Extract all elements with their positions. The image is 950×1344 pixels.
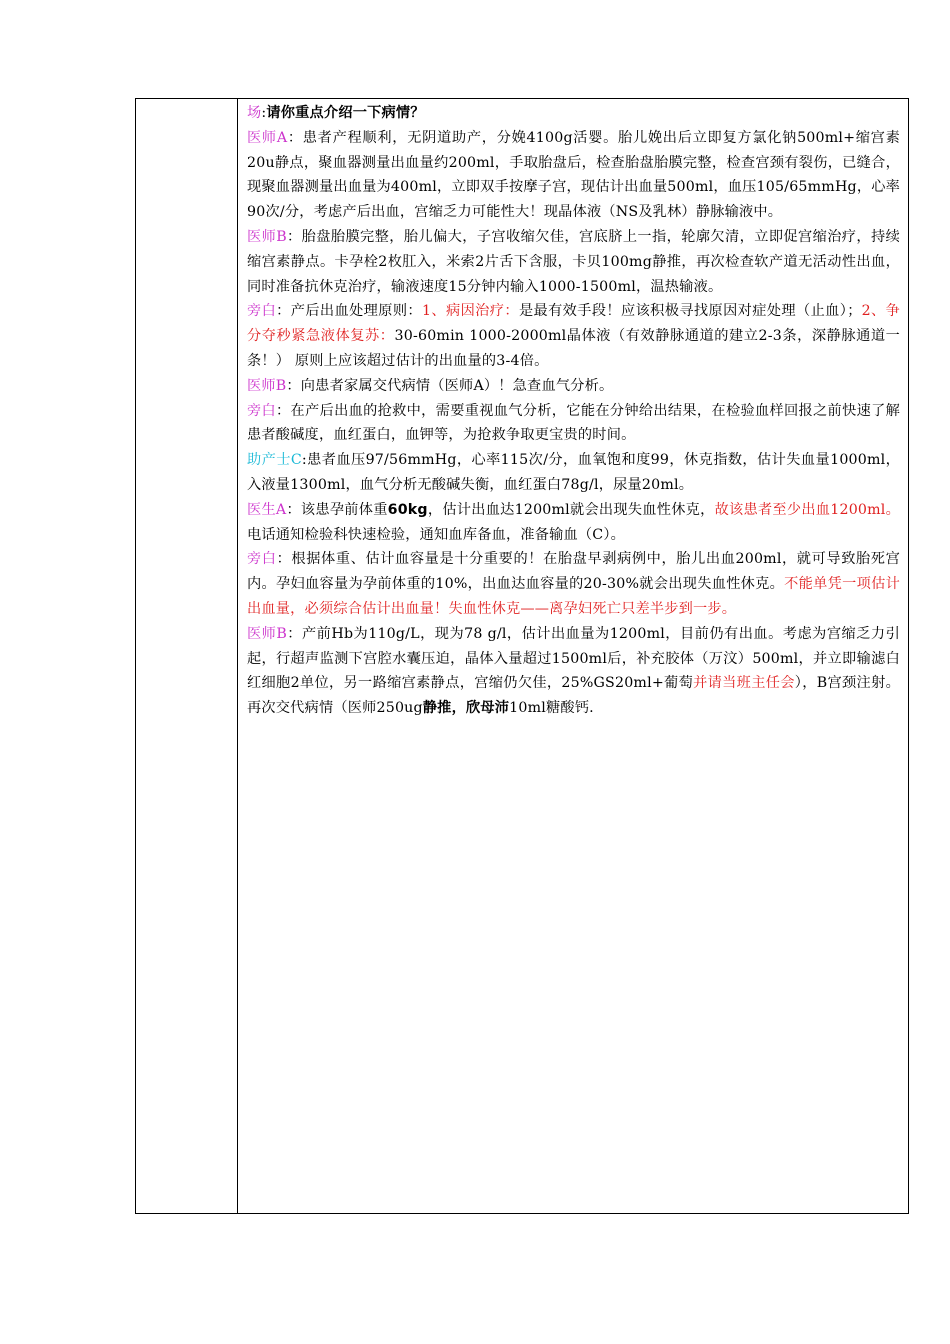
highlight-text: 并请当班主任会	[693, 675, 795, 692]
speaker-label: 医师A	[247, 129, 288, 146]
paragraph-narration-blood-gas: 旁白：在产后出血的抢救中，需要重视血气分析，它能在分钟给出结果，在检验血样回报之前快速了解患者酸碱度，血红蛋白，血钾等，为抢救争取更宝贵的时间。	[247, 402, 900, 444]
paragraph-text: 患者血压97/56mmHg，心率115次/分，血氧饱和度99，休克指数，估计失血量1000ml，入液量1300ml，血气分析无酸碱失衡，血红蛋白78g/l，尿量20ml。	[247, 452, 901, 493]
highlight-text: 故该患者至少出血1200ml。	[714, 501, 900, 518]
paragraph-narration-volume: 旁白：根据体重、估计血容量是十分重要的！在胎盘早剥病例中，胎儿出血200ml，就可导致胎死宫内。孕妇血容量为孕前体重的10%，出血达血容量的20-30%就会出现失血性休克。不能单凭一项估计出血量，必须综合估计出血量！失血性休克——离孕妇死亡只差半步到一步。	[247, 551, 901, 617]
highlight-text: 1、病因治疗：	[422, 303, 519, 320]
speaker-label: 旁白	[247, 551, 277, 568]
bold-text: 静推，欣母沛	[422, 700, 510, 717]
paragraph-text: 在产后出血的抢救中，需要重视血气分析，它能在分钟给出结果，在检验血样回报之前快速了解患者酸碱度，血红蛋白，血钾等，为抢救争取更宝贵的时间。	[247, 402, 900, 444]
paragraph-midwife-c: 助产士C:患者血压97/56mmHg，心率115次/分，血氧饱和度99，休克指数，估计失血量1000ml，入液量1300ml，血气分析无酸碱失衡，血红蛋白78g/l，尿量20ml。	[247, 452, 901, 493]
speaker-label: 旁白	[247, 303, 277, 320]
paragraph-doctor-b-treatment: 医师B：产前Hb为110g/L，现为78 g/l，估计出血量为1200ml，目前仍有出血。考虑为宫缩乏力引起，行超声监测下宫腔水囊压迫，晶体入量超过1500ml后，补充胶体（万汶）500ml，并立即输滤白红细胞2单位，另一路缩宫素静点，宫缩仍欠佳，25%GS20ml+葡萄并请当班主任会），B宫颈注射。再次交代病情（医师250ug静推，欣母沛10ml糖酸钙.	[247, 625, 900, 717]
highlight-text: 2、争分夺秒紧急液体复苏：	[247, 303, 900, 345]
speaker-label: 助产士C	[247, 452, 302, 469]
paragraph-text: 胎盘胎膜完整，胎儿偏大，子宫收缩欠佳，宫底脐上一指，轮廓欠清，立即促宫缩治疗，持续缩宫素静点。卡孕栓2枚肛入，米索2片舌下含服，卡贝100mg静推，再次检查软产道无活动性出血，同时准备抗休克治疗，输液速度15分钟内输入1000-1500ml，温热输液。	[247, 228, 900, 295]
paragraph-narration-principles: 旁白：产后出血处理原则：1、病因治疗：是最有效手段！应该积极寻找原因对症处理（止血）；2、争分夺秒紧急液体复苏：30-60min 1000-2000ml晶体液（有效静脉通道的建立2-3条，深静脉通道一条！） 原则上应该超过估计的出血量的3-4倍。	[247, 303, 900, 369]
speaker-label: 医生A	[247, 501, 287, 518]
paragraph-doctor-a-weight: 医生A：该患孕前体重60kg，估计出血达1200ml就会出现失血性休克，故该患者至少出血1200ml。电话通知检验科快速检验，通知血库备血，准备输血（C）。	[247, 501, 900, 543]
paragraph-text: 向患者家属交代病情（医师A）！急查血气分析。	[300, 377, 614, 394]
bold-text: 60kg	[387, 501, 428, 518]
speaker-label: 医师B	[247, 228, 287, 245]
content-column	[238, 99, 908, 1213]
paragraph-doctor-a: 医师A：患者产程顺利，无阴道助产，分娩4100g活婴。胎儿娩出后立即复方氯化钠500ml+缩宫素20u静点，聚血器测量出血量约200ml，手取胎盘后，检查胎盘胎膜完整，检查宫颈有裂伤，已缝合，现聚血器测量出血量为400ml，立即双手按摩子宫，现估计出血量500ml，血压105/65mmHg，心率90次/分，考虑产后出血，宫缩乏力可能性大！现晶体液（NS及乳林）静脉输液中。	[247, 129, 900, 221]
speaker-label: 场	[247, 105, 262, 121]
highlight-text: 不能单凭一项估计出血量，必须综合估计出血量！失血性休克——离孕妇死亡只差半步到一步。	[247, 576, 901, 617]
paragraph-doctor-b-family: 医师B：向患者家属交代病情（医师A）！急查血气分析。	[247, 377, 614, 394]
paragraph-doctor-b: 医师B：胎盘胎膜完整，胎儿偏大，子宫收缩欠佳，宫底脐上一指，轮廓欠清，立即促宫缩治疗，持续缩宫素静点。卡孕栓2枚肛入，米索2片舌下含服，卡贝100mg静推，再次检查软产道无活动性出血，同时准备抗休克治疗，输液速度15分钟内输入1000-1500ml，温热输液。	[247, 228, 900, 295]
speaker-label: 医师B	[247, 377, 287, 394]
question-text: 请你重点介绍一下病情？	[266, 105, 425, 121]
document-table	[135, 98, 909, 1214]
speaker-label: 旁白	[247, 402, 277, 419]
paragraph-text: 患者产程顺利，无阴道助产，分娩4100g活婴。胎儿娩出后立即复方氯化钠500ml+缩宫素20u静点，聚血器测量出血量约200ml，手取胎盘后，检查胎盘胎膜完整，检查宫颈有裂伤，已缝合，现聚血器测量出血量为400ml，立即双手按摩子宫，现估计出血量500ml，血压105/65mmHg，心率90次/分，考虑产后出血，宫缩乏力可能性大！现晶体液（NS及乳林）静脉输液中。	[247, 129, 900, 221]
label-column	[136, 99, 238, 1213]
scene-question: 场:请你重点介绍一下病情？	[247, 105, 425, 121]
speaker-label: 医师B	[247, 625, 287, 642]
